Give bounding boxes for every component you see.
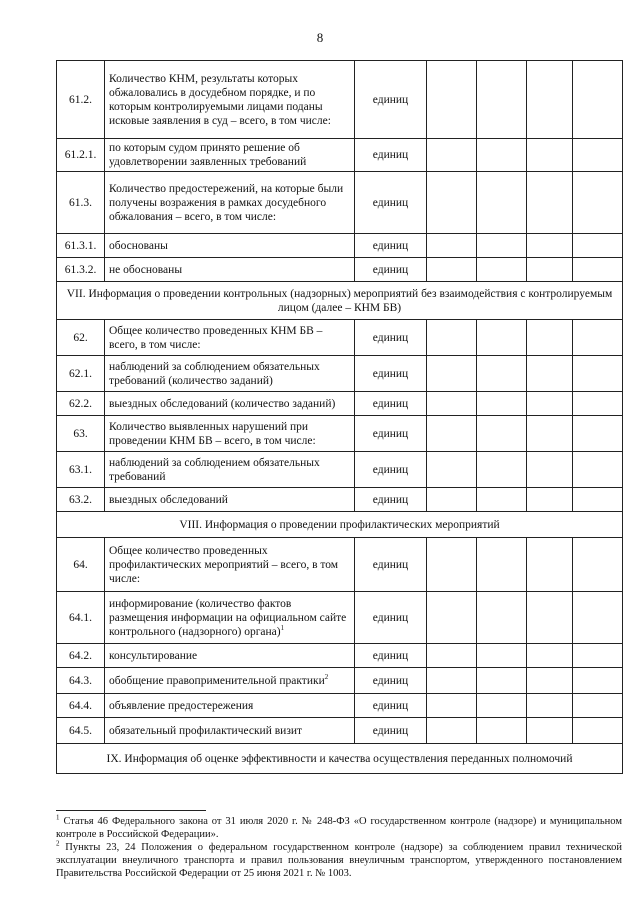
report-table <box>56 60 623 774</box>
footnote: $^2$ Пункты 23, 24 Положения о федеральном государственном контроле (надзоре) за соблюдением правил технической эксплуатации внеуличного транспорта и правил пользования внеуличным транспортом, утвержденного постановлением Правительства Российской Федерации от 25 июня 2021 г. № 1003. <box>56 839 622 879</box>
row-description-text: обоснованы <box>109 239 168 252</box>
table-row <box>57 320 623 356</box>
row-unit: единиц <box>355 668 427 694</box>
value-cell <box>477 488 527 512</box>
value-cell <box>573 694 623 718</box>
row-description <box>105 258 355 282</box>
row-description <box>105 592 355 644</box>
value-cell <box>527 258 573 282</box>
row-description <box>105 694 355 718</box>
table-row <box>57 452 623 488</box>
section-header-row <box>57 282 623 320</box>
table-row <box>57 538 623 592</box>
row-unit: единиц <box>355 452 427 488</box>
row-unit: единиц <box>355 488 427 512</box>
table-row <box>57 718 623 744</box>
row-description-text: наблюдений за соблюдением обязательных требований <box>109 456 320 483</box>
row-description <box>105 234 355 258</box>
table-row <box>57 258 623 282</box>
row-number: 61.3.2. <box>57 258 105 282</box>
row-description-text: консультирование <box>109 649 198 662</box>
value-cell <box>527 61 573 139</box>
page-number: 8 <box>316 30 324 45</box>
value-cell <box>527 320 573 356</box>
row-description-text: Общее количество проведенных профилактических мероприятий – всего, в том числе: <box>109 544 339 585</box>
value-cell <box>427 61 477 139</box>
value-cell <box>527 644 573 668</box>
value-cell <box>573 644 623 668</box>
row-number: 64.5. <box>57 718 105 744</box>
section-title: IX. Информация об оценке эффективности и качества осуществления переданных полномочий <box>57 744 623 774</box>
value-cell <box>573 488 623 512</box>
value-cell <box>527 356 573 392</box>
value-cell <box>527 172 573 234</box>
row-unit: единиц <box>355 592 427 644</box>
row-number: 64.3. <box>57 668 105 694</box>
value-cell <box>573 234 623 258</box>
row-description <box>105 644 355 668</box>
row-unit: единиц <box>355 694 427 718</box>
value-cell <box>573 668 623 694</box>
row-description-text: наблюдений за соблюдением обязательных требований (количество заданий) <box>109 360 320 387</box>
footnotes <box>56 810 622 880</box>
value-cell <box>477 718 527 744</box>
value-cell <box>477 668 527 694</box>
value-cell <box>527 416 573 452</box>
value-cell <box>573 356 623 392</box>
value-cell <box>527 668 573 694</box>
value-cell <box>427 234 477 258</box>
value-cell <box>427 538 477 592</box>
value-cell <box>477 139 527 172</box>
row-description-text: не обоснованы <box>109 263 183 276</box>
table-row <box>57 644 623 668</box>
row-number: 61.3. <box>57 172 105 234</box>
table-row <box>57 172 623 234</box>
row-description-text: Количество КНМ, результаты которых обжаловались в досудебном порядке, и по которым контролируемыми лицами поданы исковые заявления в суд – всего, в том числе: <box>109 72 331 127</box>
row-unit: единиц <box>355 356 427 392</box>
section-header-row <box>57 512 623 538</box>
row-description-text: обобщение правоприменительной практики <box>109 674 325 687</box>
value-cell <box>477 644 527 668</box>
footnote-reference: 1 <box>280 623 285 632</box>
row-description <box>105 538 355 592</box>
value-cell <box>477 538 527 592</box>
row-number: 62.1. <box>57 356 105 392</box>
footnote-divider <box>56 810 206 811</box>
value-cell <box>527 488 573 512</box>
row-description <box>105 416 355 452</box>
value-cell <box>527 139 573 172</box>
row-description <box>105 452 355 488</box>
table-row <box>57 234 623 258</box>
value-cell <box>573 139 623 172</box>
value-cell <box>427 668 477 694</box>
value-cell <box>477 258 527 282</box>
value-cell <box>527 718 573 744</box>
value-cell <box>427 416 477 452</box>
row-unit: единиц <box>355 320 427 356</box>
row-unit: единиц <box>355 172 427 234</box>
table-row <box>57 139 623 172</box>
value-cell <box>427 172 477 234</box>
row-description <box>105 718 355 744</box>
value-cell <box>477 172 527 234</box>
table-row <box>57 392 623 416</box>
row-number: 62.2. <box>57 392 105 416</box>
value-cell <box>477 356 527 392</box>
row-description-text: Количество выявленных нарушений при проведении КНМ БВ – всего, в том числе: <box>109 420 316 447</box>
value-cell <box>573 258 623 282</box>
row-description <box>105 356 355 392</box>
section-title: VIII. Информация о проведении профилактических мероприятий <box>57 512 623 538</box>
row-unit: единиц <box>355 139 427 172</box>
value-cell <box>427 694 477 718</box>
row-description-text: обязательный профилактический визит <box>109 724 303 737</box>
value-cell <box>427 592 477 644</box>
row-number: 61.2.1. <box>57 139 105 172</box>
row-description-text: информирование (количество фактов размещения информации на официальном сайте контрольного (надзорного) органа) <box>109 597 347 638</box>
table-row <box>57 416 623 452</box>
value-cell <box>573 538 623 592</box>
value-cell <box>427 392 477 416</box>
value-cell <box>427 644 477 668</box>
footnote: $^1$ Статья 46 Федерального закона от 31 июля 2020 г. № 248-ФЗ «О государственном контроле (надзоре) и муниципальном контроле в Российской Федерации». <box>56 813 622 840</box>
row-description <box>105 139 355 172</box>
value-cell <box>573 320 623 356</box>
row-description-text: выездных обследований (количество заданий) <box>109 397 336 410</box>
row-number: 64.1. <box>57 592 105 644</box>
row-unit: единиц <box>355 258 427 282</box>
row-number: 61.3.1. <box>57 234 105 258</box>
value-cell <box>427 356 477 392</box>
value-cell <box>527 694 573 718</box>
row-description-text: по которым судом принято решение об удовлетворении заявленных требований <box>109 142 307 168</box>
value-cell <box>477 320 527 356</box>
table-row <box>57 356 623 392</box>
row-number: 64.4. <box>57 694 105 718</box>
value-cell <box>573 416 623 452</box>
row-number: 63.2. <box>57 488 105 512</box>
table-row <box>57 668 623 694</box>
row-unit: единиц <box>355 416 427 452</box>
row-unit: единиц <box>355 234 427 258</box>
row-description <box>105 172 355 234</box>
row-description-text: объявление предостережения <box>109 699 254 712</box>
value-cell <box>477 694 527 718</box>
row-number: 63. <box>57 416 105 452</box>
value-cell <box>427 258 477 282</box>
section-title: VII. Информация о проведении контрольных (надзорных) мероприятий без взаимодействия с контролируемым лицом (далее – КНМ БВ) <box>57 282 623 320</box>
row-description <box>105 668 355 694</box>
row-number: 61.2. <box>57 61 105 139</box>
table-row <box>57 694 623 718</box>
row-description <box>105 320 355 356</box>
row-description-text: Общее количество проведенных КНМ БВ – всего, в том числе: <box>109 324 323 351</box>
row-number: 63.1. <box>57 452 105 488</box>
value-cell <box>573 592 623 644</box>
value-cell <box>477 61 527 139</box>
value-cell <box>573 172 623 234</box>
value-cell <box>573 452 623 488</box>
value-cell <box>573 718 623 744</box>
table-row <box>57 592 623 644</box>
section-header-row <box>57 744 623 774</box>
value-cell <box>477 234 527 258</box>
value-cell <box>477 452 527 488</box>
value-cell <box>527 234 573 258</box>
row-unit: единиц <box>355 644 427 668</box>
value-cell <box>427 718 477 744</box>
value-cell <box>527 392 573 416</box>
value-cell <box>527 538 573 592</box>
row-unit: единиц <box>355 538 427 592</box>
footnote-reference: 2 <box>324 672 329 681</box>
value-cell <box>477 392 527 416</box>
value-cell <box>527 452 573 488</box>
value-cell <box>427 320 477 356</box>
row-number: 64.2. <box>57 644 105 668</box>
value-cell <box>477 592 527 644</box>
row-description-text: Количество предостережений, на которые были получены возражения в рамках досудебного обжалования – всего, в том числе: <box>109 182 344 223</box>
row-description-text: выездных обследований <box>109 493 228 506</box>
row-unit: единиц <box>355 392 427 416</box>
row-description <box>105 61 355 139</box>
value-cell <box>427 452 477 488</box>
value-cell <box>527 592 573 644</box>
row-description <box>105 392 355 416</box>
row-number: 62. <box>57 320 105 356</box>
row-unit: единиц <box>355 61 427 139</box>
table-row <box>57 488 623 512</box>
table-row <box>57 61 623 139</box>
row-unit: единиц <box>355 718 427 744</box>
value-cell <box>573 61 623 139</box>
value-cell <box>477 416 527 452</box>
value-cell <box>573 392 623 416</box>
row-number: 64. <box>57 538 105 592</box>
row-description <box>105 488 355 512</box>
value-cell <box>427 139 477 172</box>
value-cell <box>427 488 477 512</box>
